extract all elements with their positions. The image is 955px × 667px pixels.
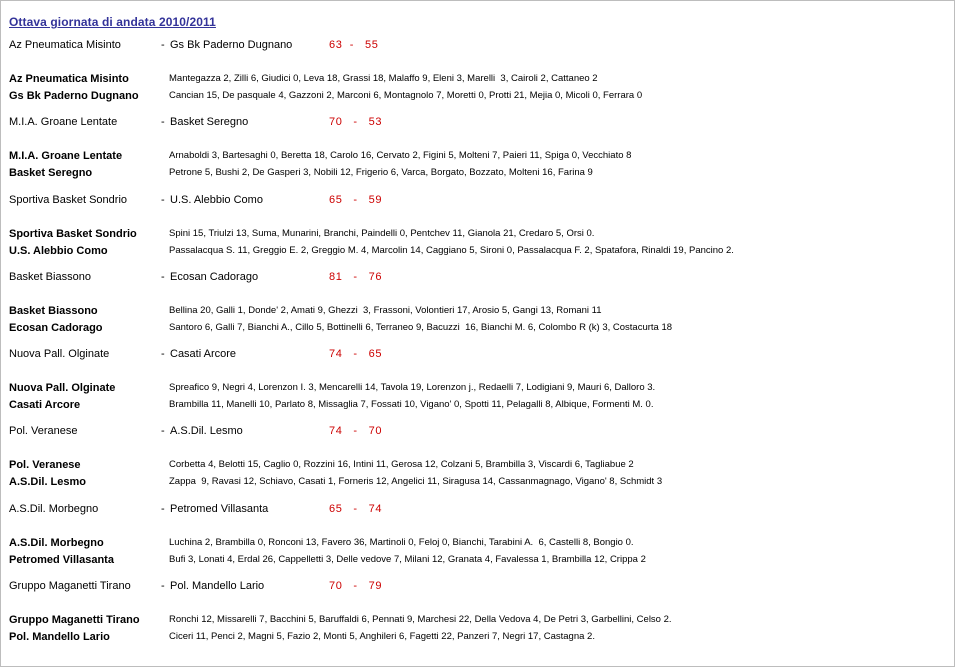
home-players: Arnaboldi 3, Bartesaghi 0, Beretta 18, Carolo 16, Cervato 2, Figini 5, Molteni 7, Paieri 11, Spiga 0, Vecchiato 8 [169, 150, 632, 161]
match-result-row [1, 503, 941, 517]
home-scorers-row [1, 537, 941, 551]
match-scorers [1, 382, 941, 416]
home-team: Basket Biassono [9, 271, 91, 283]
away-team: Petromed Villasanta [170, 503, 269, 515]
separator: - [161, 580, 165, 592]
home-players: Bellina 20, Galli 1, Donde' 2, Amati 9, Ghezzi 3, Frassoni, Volontieri 17, Arosio 5, Gangi 13, Romani 11 [169, 305, 602, 316]
away-players: Brambilla 11, Manelli 10, Parlato 8, Missaglia 7, Fossati 10, Vigano' 0, Spotti 11, Pelagalli 8, Albique, Formenti M. 0. [169, 399, 654, 410]
home-team-label: Sportiva Basket Sondrio [9, 228, 137, 240]
away-team-label: Petromed Villasanta [9, 554, 114, 566]
away-players: Passalacqua S. 11, Greggio E. 2, Greggio M. 4, Marcolin 14, Caggiano 5, Sironi 0, Passalacqua F. 2, Spatafora, Rinaldi 19, Pancino 2. [169, 245, 734, 256]
home-scorers-row [1, 150, 941, 164]
separator: - [161, 348, 165, 360]
away-team: Basket Seregno [170, 116, 249, 128]
score: 74 - 65 [329, 348, 383, 360]
away-scorers-row [1, 554, 941, 568]
away-team-label: Gs Bk Paderno Dugnano [9, 90, 139, 102]
home-team: M.I.A. Groane Lentate [9, 116, 118, 128]
match-result-row [1, 116, 941, 130]
match-result-row [1, 580, 941, 594]
away-scorers-row [1, 476, 941, 490]
home-scorers-row [1, 73, 941, 87]
home-players: Ronchi 12, Missarelli 7, Bacchini 5, Baruffaldi 6, Pennati 9, Marchesi 22, Della Vedova 4, De Petri 3, Garbellini, Celso 2. [169, 614, 672, 625]
away-players: Zappa 9, Ravasi 12, Schiavo, Casati 1, Forneris 12, Angelici 11, Siragusa 14, Cassanmagnago, Vigano' 8, Schmidt 3 [169, 476, 663, 487]
home-players: Spini 15, Triulzi 13, Suma, Munarini, Branchi, Paindelli 0, Pentchev 11, Gianola 21, Credaro 5, Orsi 0. [169, 228, 595, 239]
away-team: A.S.Dil. Lesmo [170, 425, 243, 437]
away-team: Gs Bk Paderno Dugnano [170, 39, 293, 51]
match-result-row [1, 39, 941, 53]
away-team-label: Basket Seregno [9, 167, 93, 179]
home-scorers-row [1, 305, 941, 319]
match-scorers [1, 459, 941, 493]
match-result-row [1, 271, 941, 285]
away-scorers-row [1, 167, 941, 181]
home-scorers-row [1, 228, 941, 242]
away-team-label: Casati Arcore [9, 399, 81, 411]
away-team-label: U.S. Alebbio Como [9, 245, 108, 257]
away-players: Bufi 3, Lonati 4, Erdal 26, Cappelletti 3, Delle vedove 7, Milani 12, Granata 4, Favalessa 1, Brambilla 12, Crippa 2 [169, 554, 646, 565]
home-team-label: Pol. Veranese [9, 459, 81, 471]
separator: - [161, 271, 165, 283]
home-players: Luchina 2, Brambilla 0, Ronconi 13, Favero 36, Martinoli 0, Feloj 0, Bianchi, Tarabini A. 6, Castelli 8, Bongio 0. [169, 537, 634, 548]
score: 70 - 79 [329, 580, 383, 592]
match-scorers [1, 305, 941, 339]
away-team-label: Ecosan Cadorago [9, 322, 103, 334]
page-title[interactable]: Ottava giornata di andata 2010/2011 [9, 15, 216, 29]
home-team: Pol. Veranese [9, 425, 78, 437]
away-scorers-row [1, 631, 941, 645]
home-team: Gruppo Maganetti Tirano [9, 580, 131, 592]
separator: - [161, 194, 165, 206]
match-scorers [1, 228, 941, 262]
home-team-label: A.S.Dil. Morbegno [9, 537, 104, 549]
away-players: Santoro 6, Galli 7, Bianchi A., Cillo 5, Bottinelli 6, Terraneo 9, Bacuzzi 16, Bianchi M. 6, Colombo R (k) 3, Costacurta 18 [169, 322, 673, 333]
score: 70 - 53 [329, 116, 383, 128]
home-team-label: Az Pneumatica Misinto [9, 73, 129, 85]
match-scorers [1, 614, 941, 648]
away-scorers-row [1, 399, 941, 413]
away-team: Pol. Mandello Lario [170, 580, 265, 592]
score: 74 - 70 [329, 425, 383, 437]
separator: - [161, 503, 165, 515]
away-scorers-row [1, 90, 941, 104]
away-team: Ecosan Cadorago [170, 271, 259, 283]
home-team: Nuova Pall. Olginate [9, 348, 110, 360]
match-scorers [1, 150, 941, 184]
home-team: A.S.Dil. Morbegno [9, 503, 99, 515]
score: 65 - 74 [329, 503, 383, 515]
home-team-label: Basket Biassono [9, 305, 98, 317]
score: 63 - 55 [329, 39, 379, 51]
match-result-row [1, 348, 941, 362]
match-result-row [1, 194, 941, 208]
home-players: Mantegazza 2, Zilli 6, Giudici 0, Leva 18, Grassi 18, Malaffo 9, Eleni 3, Marelli 3, Cairoli 2, Cattaneo 2 [169, 73, 598, 84]
match-scorers [1, 537, 941, 571]
home-team-label: Nuova Pall. Olginate [9, 382, 116, 394]
home-team: Sportiva Basket Sondrio [9, 194, 128, 206]
home-scorers-row [1, 614, 941, 628]
away-players: Cancian 15, De pasquale 4, Gazzoni 2, Marconi 6, Montagnolo 7, Moretti 0, Protti 21, Mejia 0, Micoli 0, Ferrara 0 [169, 90, 643, 101]
separator: - [161, 116, 165, 128]
away-team-label: A.S.Dil. Lesmo [9, 476, 87, 488]
score: 65 - 59 [329, 194, 383, 206]
home-scorers-row [1, 382, 941, 396]
home-team-label: Gruppo Maganetti Tirano [9, 614, 140, 626]
home-players: Spreafico 9, Negri 4, Lorenzon I. 3, Mencarelli 14, Tavola 19, Lorenzon j., Redaelli 7, Lodigiani 9, Mauri 6, Dalloro 3. [169, 382, 656, 393]
match-result-row [1, 425, 941, 439]
away-scorers-row [1, 245, 941, 259]
home-team-label: M.I.A. Groane Lentate [9, 150, 123, 162]
away-team: U.S. Alebbio Como [170, 194, 263, 206]
separator: - [161, 425, 165, 437]
match-scorers [1, 73, 941, 107]
away-team: Casati Arcore [170, 348, 237, 360]
home-team: Az Pneumatica Misinto [9, 39, 121, 51]
home-players: Corbetta 4, Belotti 15, Caglio 0, Rozzini 16, Intini 11, Gerosa 12, Colzani 5, Brambilla 3, Viscardi 6, Tagliabue 2 [169, 459, 634, 470]
away-players: Petrone 5, Bushi 2, De Gasperi 3, Nobili 12, Frigerio 6, Varca, Borgato, Bozzato, Molteni 16, Farina 9 [169, 167, 593, 178]
separator: - [161, 39, 165, 51]
away-scorers-row [1, 322, 941, 336]
away-team-label: Pol. Mandello Lario [9, 631, 110, 643]
home-scorers-row [1, 459, 941, 473]
away-players: Ciceri 11, Penci 2, Magni 5, Fazio 2, Monti 5, Anghileri 6, Fagetti 22, Panzeri 7, Negri 17, Castagna 2. [169, 631, 595, 642]
score: 81 - 76 [329, 271, 383, 283]
